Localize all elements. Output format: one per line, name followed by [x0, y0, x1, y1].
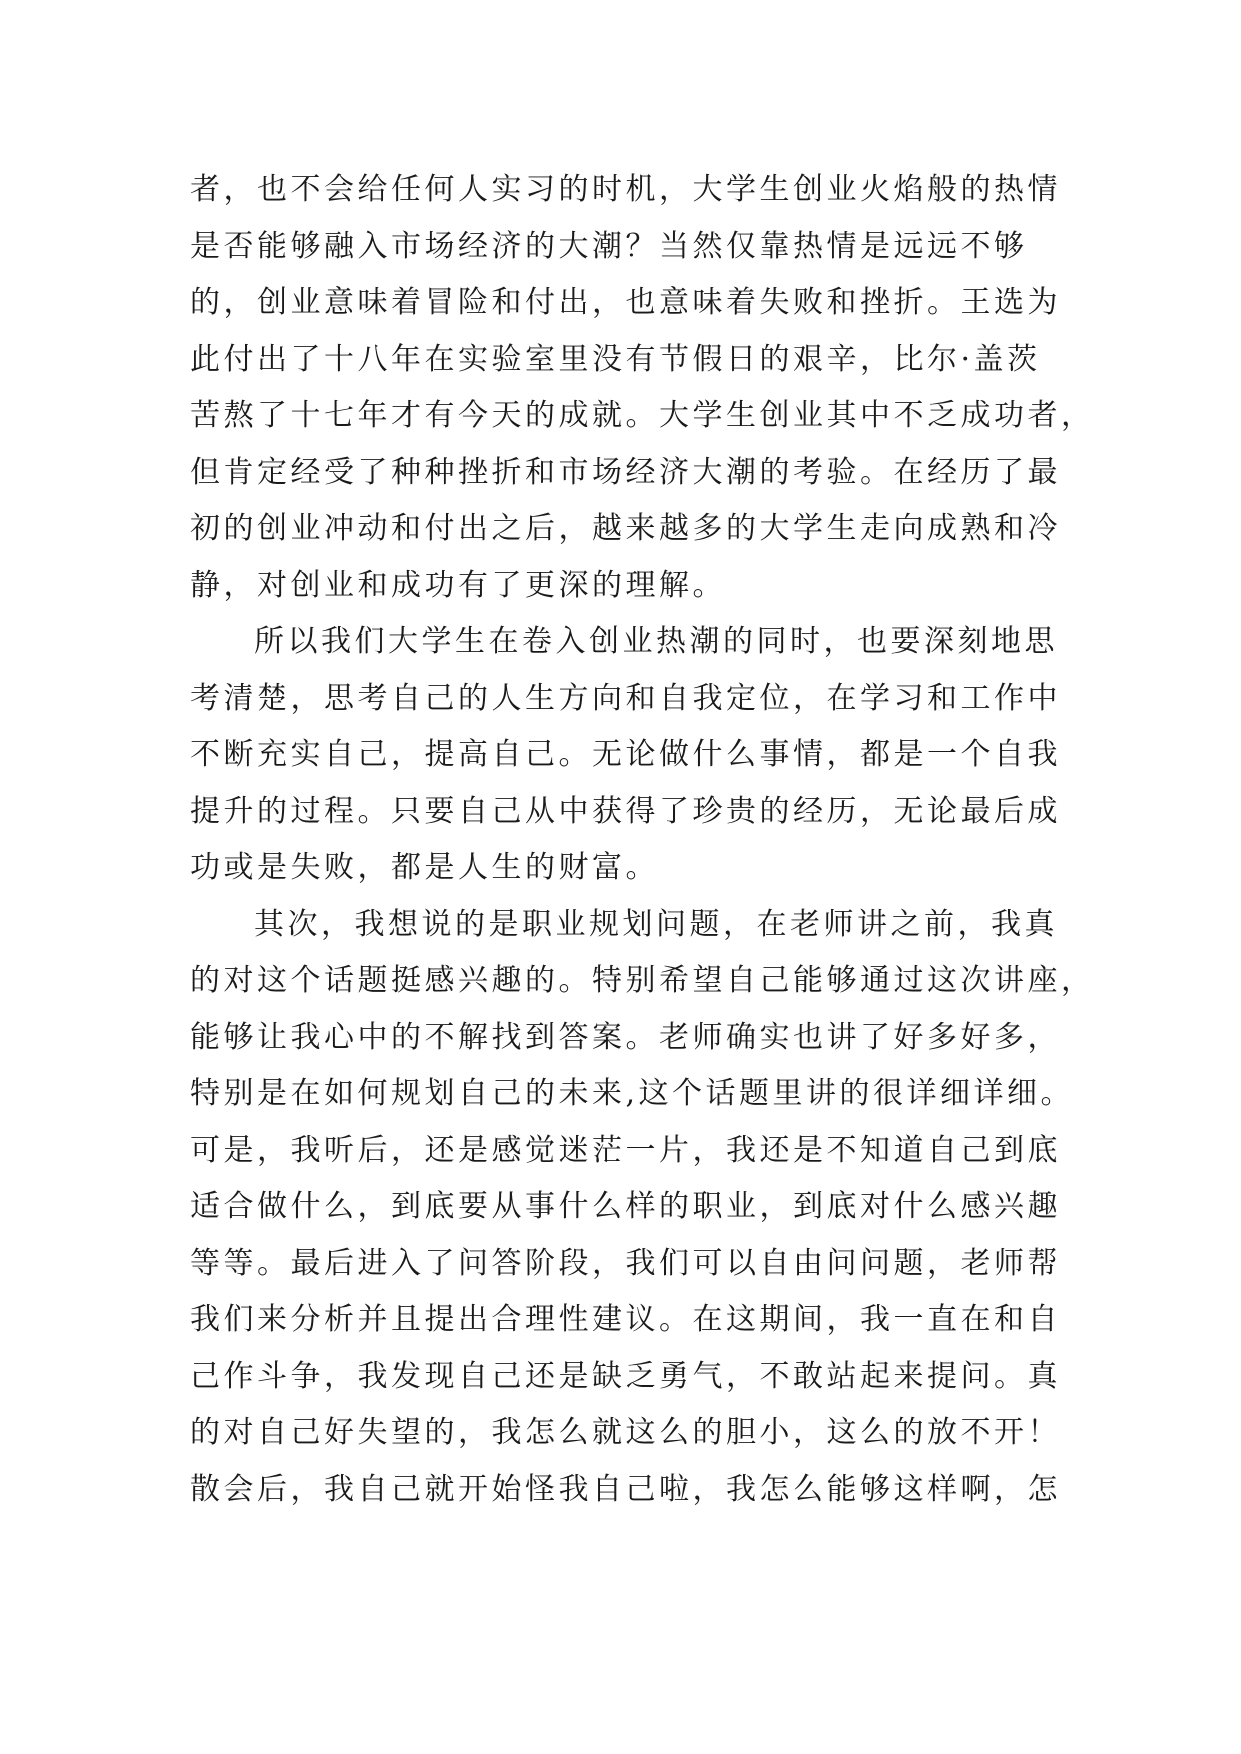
- text-line: 是否能够融入市场经济的大潮？当然仅靠热情是远远不够: [190, 228, 1028, 264]
- text-line: 苦熬了十七年才有今天的成就。大学生创业其中不乏成功者，: [190, 398, 1095, 433]
- text-line: 我们来分析并且提出合理性建议。在这期间，我一直在和自: [190, 1302, 1061, 1337]
- text-line: 提升的过程。只要自己从中获得了珍贵的经历，无论最后成: [190, 793, 1061, 829]
- text-line: 适合做什么，到底要从事什么样的职业，到底对什么感兴趣: [190, 1189, 1061, 1224]
- text-line: 的对这个话题挺感兴趣的。特别希望自己能够通过这次讲座，: [190, 963, 1095, 998]
- text-line: 功或是失败，都是人生的财富。: [190, 850, 659, 885]
- text-line: 的对自己好失望的，我怎么就这么的胆小，这么的放不开！: [190, 1415, 1061, 1450]
- text-line: 特别是在如何规划自己的未来,这个话题里讲的很详细详细。: [190, 1076, 1075, 1111]
- text-line: 考清楚，思考自己的人生方向和自我定位，在学习和工作中: [190, 680, 1061, 716]
- paragraph-first-line: 其次，我想说的是职业规划问题，在老师讲之前，我真: [254, 906, 1058, 942]
- text-line: 己作斗争，我发现自己还是缺乏勇气，不敢站起来提问。真: [190, 1358, 1061, 1394]
- text-line: 此付出了十八年在实验室里没有节假日的艰辛，比尔·盖茨: [190, 341, 1041, 377]
- text-line: 散会后，我自己就开始怪我自己啦，我怎么能够这样啊，怎: [190, 1471, 1061, 1507]
- text-line: 能够让我心中的不解找到答案。老师确实也讲了好多好多，: [190, 1019, 1061, 1055]
- text-line: 静，对创业和成功有了更深的理解。: [190, 567, 726, 603]
- text-line: 等等。最后进入了问答阶段，我们可以自由问问题，老师帮: [190, 1245, 1061, 1281]
- paragraph-first-line: 所以我们大学生在卷入创业热潮的同时，也要深刻地思: [254, 624, 1058, 659]
- text-line: 者，也不会给任何人实习的时机，大学生创业火焰般的热情: [190, 172, 1061, 207]
- text-line: 初的创业冲动和付出之后，越来越多的大学生走向成熟和冷: [190, 511, 1061, 546]
- text-line: 不断充实自己，提高自己。无论做什么事情，都是一个自我: [190, 737, 1061, 772]
- body-text: [190, 162, 1095, 1518]
- text-line: 但肯定经受了种种挫折和市场经济大潮的考验。在经历了最: [190, 454, 1061, 490]
- text-line: 可是，我听后，还是感觉迷茫一片，我还是不知道自己到底: [190, 1132, 1061, 1168]
- text-line: 的，创业意味着冒险和付出，也意味着失败和挫折。王选为: [190, 285, 1061, 320]
